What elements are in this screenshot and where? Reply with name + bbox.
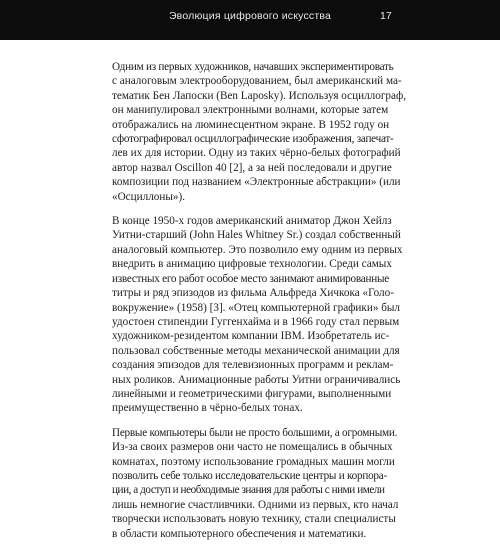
text-line: линейными и геометрическими фигурами, выполненными <box>112 387 392 400</box>
text-line: он манипулировал электронными волнами, которые затем <box>112 104 389 117</box>
text-line: преимущественно в чёрно-белых тонах. <box>112 402 303 415</box>
text-line: в области компьютерного обеспечения и математики. <box>112 527 367 540</box>
text-line: лишь немногие счастливчики. Одними из первых, кто начал <box>112 498 399 511</box>
paragraph-first-computers <box>112 426 399 541</box>
text-line: отображались на люминесцентном экране. В 1952 году он <box>112 118 390 131</box>
text-line: создания эпизодов для телевизионных программ и реклам- <box>112 359 394 372</box>
text-line: пользовал собственные методы механической анимации для <box>112 344 400 357</box>
text-line: удостоен стипендии Гуггенхайма и в 1966 году стал первым <box>112 315 400 328</box>
paragraph-whitney <box>112 214 403 416</box>
text-line: В конце 1950-х годов американский аниматор Джон Хейлз <box>112 215 392 228</box>
text-line: известных его работ особое место занимают анимированные <box>112 272 389 285</box>
running-header <box>0 0 500 40</box>
text-line: творчески использовать новую технику, стали специалисты <box>112 513 396 526</box>
text-line: титры и ряд эпизодов из фильма Альфреда Хичкока «Голо- <box>112 287 394 300</box>
text-line: Уитни-старший (John Hales Whitney Sr.) создал собственный <box>112 229 401 242</box>
paragraph-laposky <box>112 60 407 204</box>
text-line: сфотографировал осциллографические изображения, запечат- <box>112 133 394 146</box>
text-line: с аналоговым электрооборудованием, был американский ма- <box>112 75 402 88</box>
text-line: позволить себе только исследовательские центры и корпора- <box>112 469 387 482</box>
text-line: аналоговый компьютер. Это позволило ему одним из первых <box>112 243 403 256</box>
text-line: композиции под названием «Электронные абстракции» (или <box>112 176 401 189</box>
text-line: ных роликов. Анимационные работы Уитни ограничивались <box>112 373 401 386</box>
text-line: ции, а доступ и необходимые знания для работы с ними имели <box>112 484 385 497</box>
text-line: вокружение» (1958) [3]. «Отец компьютерной графики» был <box>112 301 401 314</box>
text-line: Первые компьютеры были не просто большими, а огромными. <box>112 426 398 439</box>
text-line: художником-резидентом компании IBM. Изобретатель ис- <box>112 330 390 343</box>
text-line: комнатах, поэтому использование громадных машин могли <box>112 455 395 468</box>
running-title: Эволюция цифрового искусства <box>168 10 332 22</box>
text-line: автор назвал Oscillon 40 [2], а за ней последовали и другие <box>112 161 392 174</box>
text-line: тематик Бен Лапоски (Ben Laposky). Используя осциллограф, <box>112 89 407 102</box>
text-line: «Осциллоны»). <box>112 190 185 203</box>
text-line: лев их для истории. Одну из таких чёрно-белых фотографий <box>112 147 401 160</box>
text-line: Одним из первых художников, начавших экспериментировать <box>112 61 394 73</box>
text-line: Из-за своих размеров они часто не помещались в обычных <box>112 441 393 454</box>
body-text <box>112 60 407 551</box>
text-line: внедрить в анимацию цифровые технологии. Среди самых <box>112 258 392 271</box>
page-number: 17 <box>380 10 392 22</box>
